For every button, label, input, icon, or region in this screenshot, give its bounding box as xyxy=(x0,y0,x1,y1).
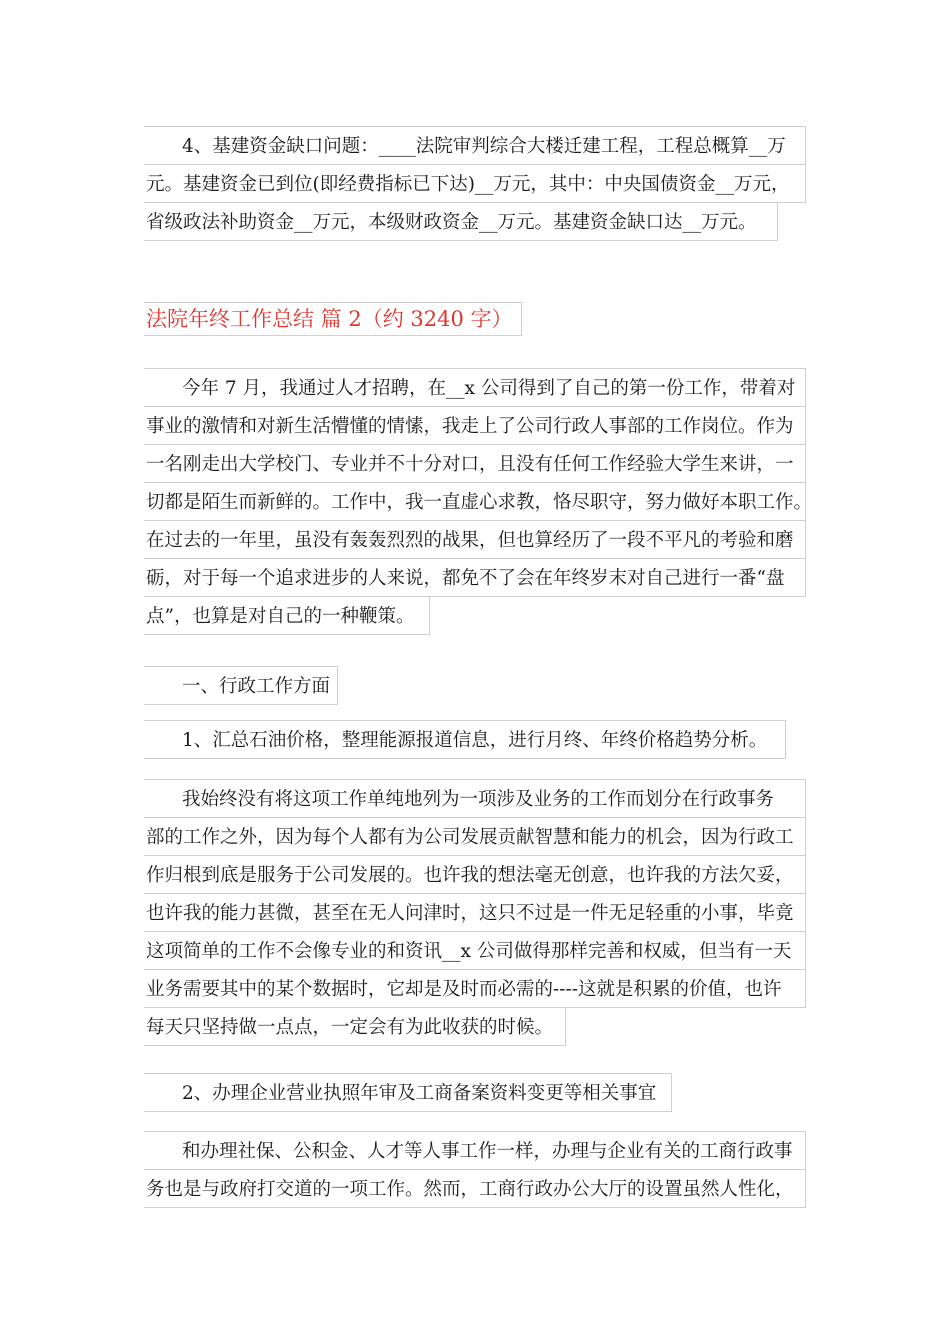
paragraph-item-2 xyxy=(144,1073,672,1112)
section-heading: 法院年终工作总结 篇 2（约 3240 字） xyxy=(144,302,522,336)
paragraph-item-1 xyxy=(144,720,786,759)
paragraph-item-1-body xyxy=(144,779,806,1046)
text-line: 元。基建资金已到位(即经费指标已下达)__万元，其中：中央国债资金__万元， xyxy=(144,164,806,203)
text-line: 部的工作之外，因为每个人都有为公司发展贡献智慧和能力的机会，因为行政工 xyxy=(144,817,806,856)
text-line: 今年 7 月，我通过人才招聘，在__x 公司得到了自己的第一份工作，带着对 xyxy=(144,368,806,407)
text-line: 2、办理企业营业执照年审及工商备案资料变更等相关事宜 xyxy=(144,1073,672,1112)
text-line: 业务需要其中的某个数据时，它却是及时而必需的----这就是积累的价值，也许 xyxy=(144,969,806,1008)
text-line: 事业的激情和对新生活懵懂的情愫，我走上了公司行政人事部的工作岗位。作为 xyxy=(144,406,806,445)
text-line: 一名刚走出大学校门、专业并不十分对口，且没有任何工作经验大学生来讲，一 xyxy=(144,444,806,483)
text-line: 务也是与政府打交道的一项工作。然而，工商行政办公大厅的设置虽然人性化， xyxy=(144,1169,806,1208)
text-line: 4、基建资金缺口问题：____法院审判综合大楼迁建工程，工程总概算__万 xyxy=(144,126,806,165)
text-line: 我始终没有将这项工作单纯地列为一项涉及业务的工作而划分在行政事务 xyxy=(144,779,806,818)
text-line: 也许我的能力甚微，甚至在无人问津时，这只不过是一件无足轻重的小事，毕竟 xyxy=(144,893,806,932)
paragraph-intro xyxy=(144,368,813,635)
text-line: 1、汇总石油价格，整理能源报道信息，进行月终、年终价格趋势分析。 xyxy=(144,720,786,759)
text-line: 每天只坚持做一点点，一定会有为此收获的时候。 xyxy=(144,1007,566,1046)
text-line: 在过去的一年里，虽没有轰轰烈烈的战果，但也算经历了一段不平凡的考验和磨 xyxy=(144,520,806,559)
text-line: 和办理社保、公积金、人才等人事工作一样，办理与企业有关的工商行政事 xyxy=(144,1131,806,1170)
text-line: 切都是陌生而新鲜的。工作中，我一直虚心求教，恪尽职守，努力做好本职工作。 xyxy=(144,482,806,521)
text-line: 这项简单的工作不会像专业的和资讯__x 公司做得那样完善和权威，但当有一天 xyxy=(144,931,806,970)
text-line: 省级政法补助资金__万元，本级财政资金__万元。基建资金缺口达__万元。 xyxy=(144,202,778,241)
text-line: 点”，也算是对自己的一种鞭策。 xyxy=(144,596,430,635)
text-line: 作归根到底是服务于公司发展的。也许我的想法毫无创意，也许我的方法欠妥， xyxy=(144,855,806,894)
paragraph-admin-heading xyxy=(144,666,338,705)
text-line: 一、行政工作方面 xyxy=(144,666,338,705)
paragraph-item-2-body xyxy=(144,1131,806,1208)
paragraph-budget-gap xyxy=(144,126,806,241)
text-line: 砺，对于每一个追求进步的人来说，都免不了会在年终岁末对自己进行一番“盘 xyxy=(144,558,806,597)
